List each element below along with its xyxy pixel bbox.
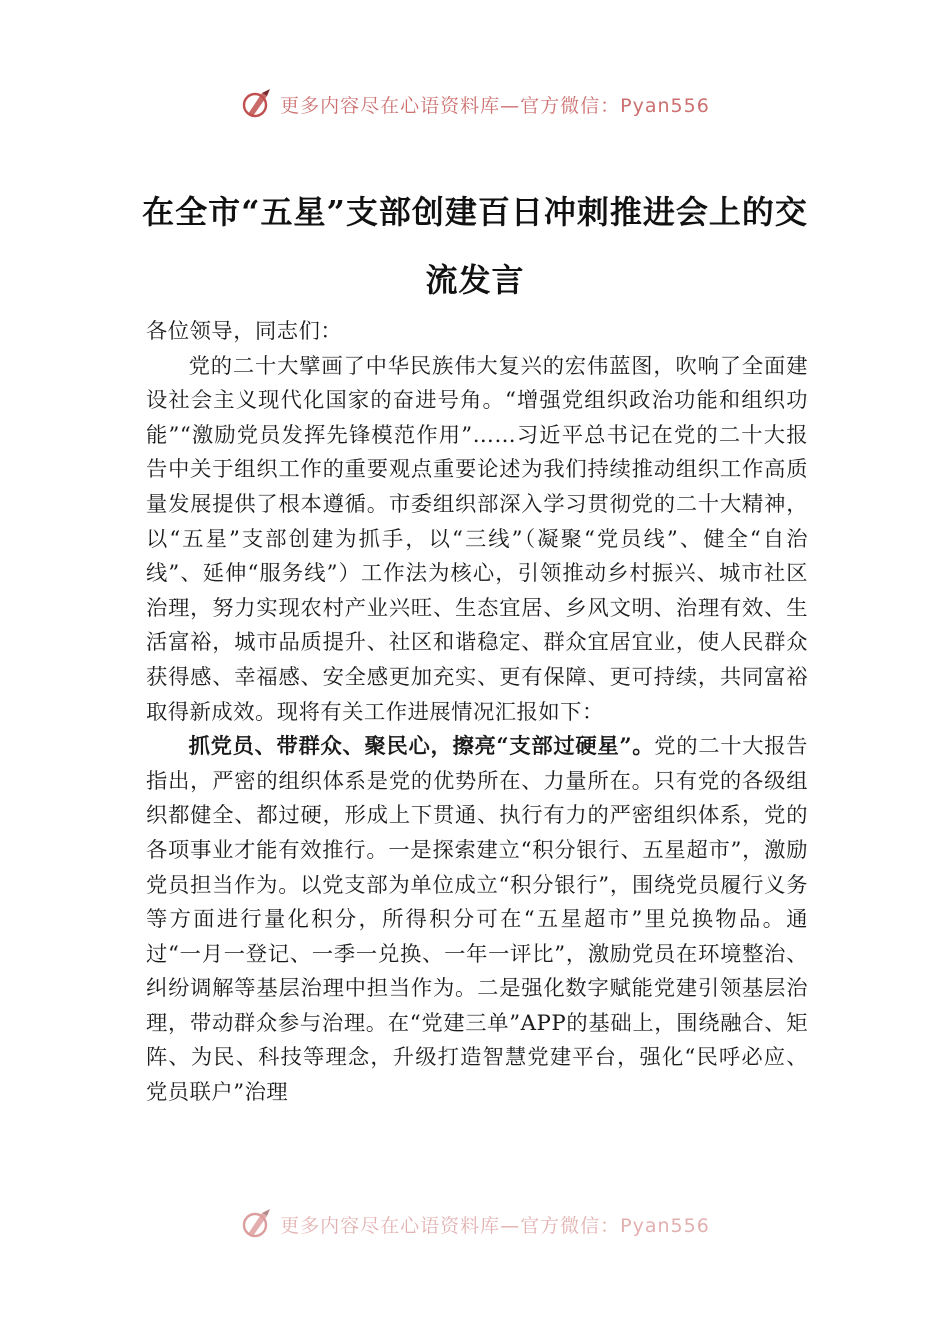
section-1-text: 党的二十大报告指出，严密的组织体系是党的优势所在、力量所在。只有党的各级组织都健全、都过硬，形成上下贯通、执行有力的严密组织体系，党的各项事业才能有效推行。一是探索建立“积分银行、五星超市”，激励党员担当作为。以党支部为单位成立“积分银行”，围绕党员履行义务等方面进行量化积分，所得积分可在“五星超市”里兑换物品。通过“一月一登记、一季一兑换、一年一评比”，激励党员在环境整治、纠纷调解等基层治理中担当作为。二是强化数字赋能党建引领基层治理，带动群众参与治理。在“党建三单”APP的基础上，围绕融合、矩阵、为民、科技等理念，升级打造智慧党建平台，强化“民呼必应、党员联户”治理 [146, 734, 808, 1106]
document-title: 在全市“五星”支部创建百日冲刺推进会上的交流发言 [142, 193, 808, 299]
paragraph-intro: 党的二十大擘画了中华民族伟大复兴的宏伟蓝图，吹响了全面建设社会主义现代化国家的奋进号角。“增强党组织政治功能和组织功能”“激励党员发挥先锋模范作用”……习近平总书记在党的二十大报告中关于组织工作的重要观点重要论述为我们持续推动组织工作高质量发展提供了根本遵循。市委组织部深入学习贯彻党的二十大精神，以“五星”支部创建为抓手，以“三线”（凝聚“党员线”、健全“自治线”、延伸“服务线”）工作法为核心，引领推动乡村振兴、城市社区治理，努力实现农村产业兴旺、生态宜居、乡风文明、治理有效、生活富裕，城市品质提升、社区和谐稳定、群众宜居宜业，使人民群众获得感、幸福感、安全感更加充实、更有保障、更可持续，共同富裕取得新成效。现将有关工作进展情况汇报如下： [146, 353, 808, 725]
document-body [146, 315, 808, 1215]
salutation: 各位领导，同志们： [146, 319, 343, 344]
section-1-heading: 抓党员、带群众、聚民心，擦亮“支部过硬星”。 [188, 734, 655, 760]
paragraph-section-1 [146, 730, 808, 1111]
watermark-text: 更多内容尽在心语资料库—官方微信：Pyan556 [280, 94, 710, 117]
header-watermark [0, 86, 950, 122]
watermark-text: 更多内容尽在心语资料库—官方微信：Pyan556 [280, 1214, 710, 1237]
footer-watermark [0, 1206, 950, 1242]
pen-nib-logo-icon [240, 1207, 274, 1241]
pen-nib-logo-icon [240, 87, 274, 121]
